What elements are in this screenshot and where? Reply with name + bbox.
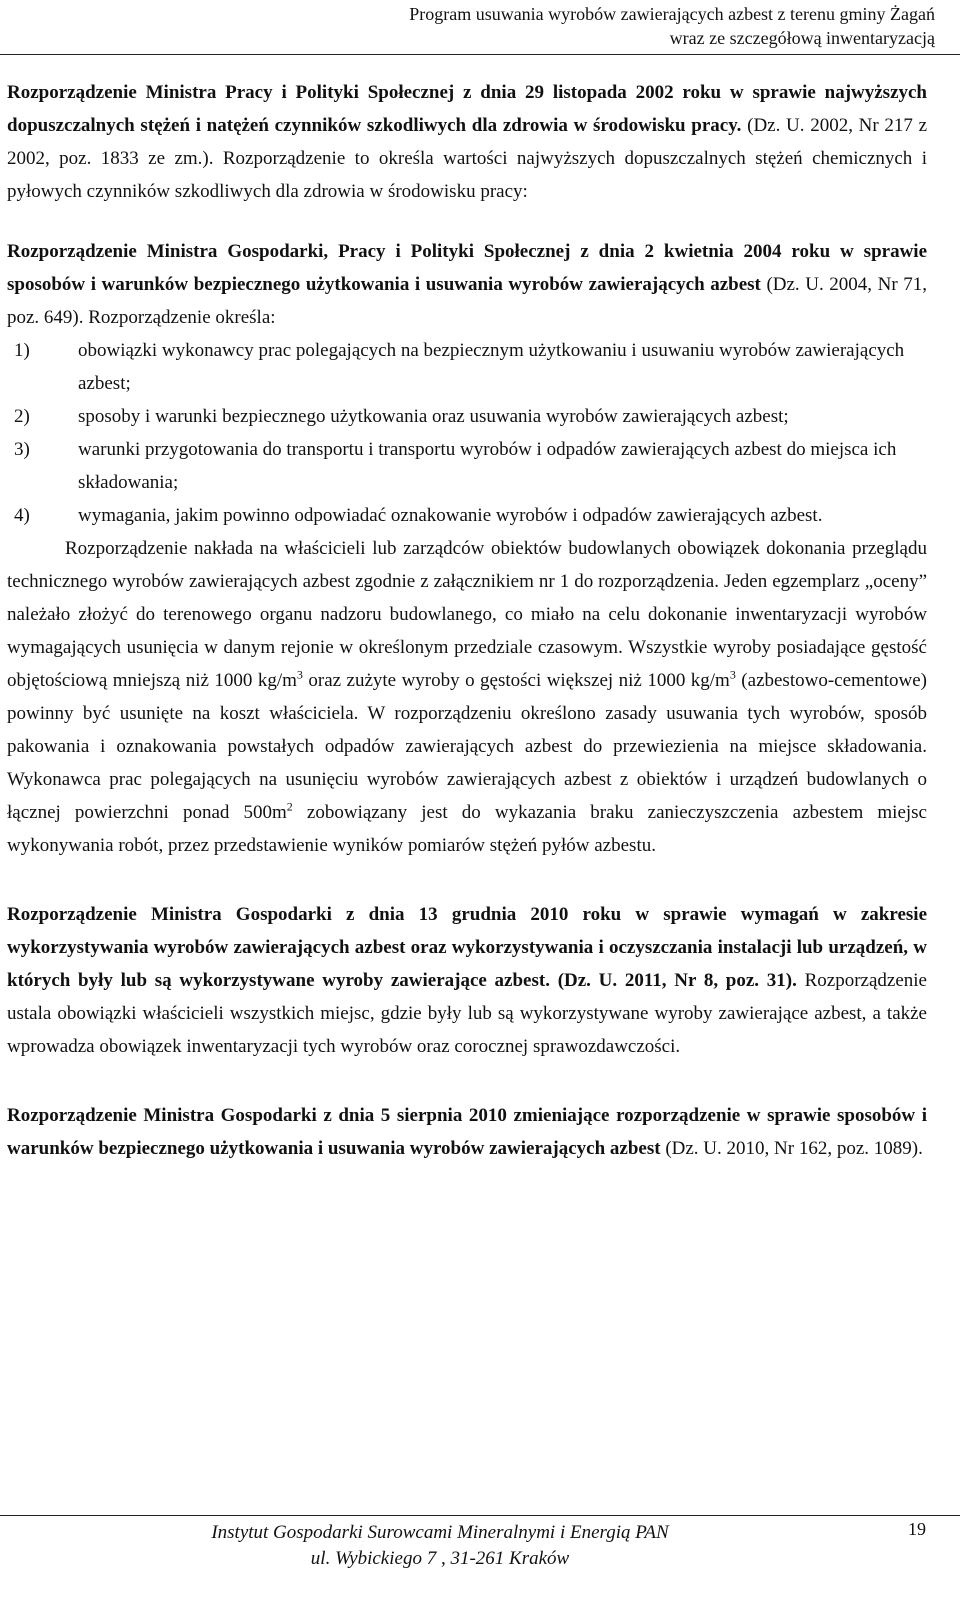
regulation-title: Rozporządzenie Ministra Gospodarki, Pracy i Polityki Społecznej z dnia 2 kwietnia 2004 roku w sprawie sposobów i warunków bezpiecznego użytkowania i usuwania wyrobów zawierających azbest bbox=[7, 241, 927, 295]
list-item: 3) warunki przygotowania do transportu i transportu wyrobów i odpadów zawierających azbest do miejsca ich składowania; bbox=[14, 439, 897, 493]
header-divider bbox=[0, 54, 960, 55]
regulation-text: (Dz. U. 2004, Nr 71, poz. 649). Rozporządzenie określa: bbox=[7, 274, 927, 328]
regulation-paragraph-1 bbox=[7, 76, 927, 208]
list-item: 4) wymagania, jakim powinno odpowiadać oznakowanie wyrobów i odpadów zawierających azbest. bbox=[14, 505, 823, 526]
page-footer bbox=[0, 1520, 960, 1572]
regulation-title: Rozporządzenie Ministra Pracy i Polityki Społecznej z dnia 29 listopada 2002 roku w sprawie najwyższych dopuszczalnych stężeń i natężeń czynników szkodliwych dla zdrowia w środowisku pracy. bbox=[7, 82, 927, 136]
regulation-paragraph-3 bbox=[7, 898, 927, 1063]
page-number: 19 bbox=[908, 1519, 926, 1539]
header-title: Program usuwania wyrobów zawierających azbest z terenu gminy Żagań bbox=[409, 4, 935, 24]
regulation-title: Rozporządzenie Ministra Gospodarki z dnia 5 sierpnia 2010 zmieniające rozporządzenie w sprawie sposobów i warunków bezpiecznego użytkowania i usuwania wyrobów zawierających azbest bbox=[7, 1105, 927, 1159]
list-item: 1) obowiązki wykonawcy prac polegających na bezpiecznym użytkowaniu i usuwaniu wyrobów zawierających azbest; bbox=[14, 340, 905, 394]
regulation-title: Rozporządzenie Ministra Gospodarki z dnia 13 grudnia 2010 roku w sprawie wymagań w zakresie wykorzystywania wyrobów zawierających azbest oraz wykorzystywania i oczyszczania instalacji lub urządzeń, w których były lub są wykorzystywane wyroby zawierające azbest. (Dz. U. 2011, Nr 8, poz. 31). bbox=[7, 904, 927, 991]
footer-institution: Instytut Gospodarki Surowcami Mineralnymi i Energią PAN bbox=[211, 1522, 669, 1543]
page-header bbox=[0, 2, 960, 50]
regulation-text: (Dz. U. 2010, Nr 162, poz. 1089). bbox=[660, 1138, 923, 1159]
document-body bbox=[7, 76, 927, 1165]
regulation-text: (Dz. U. 2002, Nr 217 z 2002, poz. 1833 ze zm.). Rozporządzenie to określa wartości najwyższych dopuszczalnych stężeń chemicznych i pyłowych czynników szkodliwych dla zdrowia w środowisku pracy: bbox=[7, 115, 928, 202]
regulation-text: Rozporządzenie ustala obowiązki właścicieli wszystkich miejsc, gdzie były lub są wykorzystywane wyroby zawierające azbest, a także wprowadza obowiązek inwentaryzacji tych wyrobów oraz corocznej sprawozdawczości. bbox=[7, 970, 927, 1057]
regulation-obligations-paragraph: Rozporządzenie nakłada na właścicieli lub zarządców obiektów budowlanych obowiązek dokonania przeglądu technicznego wyrobów zawierających azbest zgodnie z załącznikiem nr 1 do rozporządzenia. Jeden egzemplarz „oceny” należało złożyć do terenowego organu nadzoru budowlanego, co miało na celu dokonanie inwentaryzacji wyrobów wymagających usunięcia w danym rejonie w określonym przedziale czasowym. Wszystkie wyroby posiadające gęstość objętościową mniejszą niż 1000 $kg/m^3$ oraz zużyte wyroby o gęstości większej niż 1000 $kg/m^3$ (azbestowo-cementowe) powinny być usunięte na koszt właściciela. W rozporządzeniu określono zasady usuwania tych wyrobów, sposób pakowania i oznakowania powstałych odpadów zawierających azbest do przewiezienia na miejsce składowania. Wykonawca prac polegających na usunięciu wyrobów zawierających azbest z obiektów i urządzeń budowlanych o łącznej powierzchni ponad $500m^2$ zobowiązany jest do wykazania braku zanieczyszczenia azbestem miejsc wykonywania robót, przez przedstawienie wyników pomiarów stężeń pyłów azbestu. bbox=[7, 538, 927, 856]
header-subtitle: wraz ze szczegółową inwentaryzacją bbox=[669, 28, 935, 48]
regulation-paragraph-4 bbox=[7, 1099, 927, 1165]
regulation-paragraph-2 bbox=[7, 235, 927, 334]
regulation-scope-list bbox=[7, 334, 927, 532]
list-item: 2) sposoby i warunki bezpiecznego użytkowania oraz usuwania wyrobów zawierających azbest; bbox=[14, 406, 789, 427]
footer-address: ul. Wybickiego 7 , 31-261 Kraków bbox=[310, 1548, 570, 1569]
footer-divider bbox=[0, 1515, 960, 1516]
